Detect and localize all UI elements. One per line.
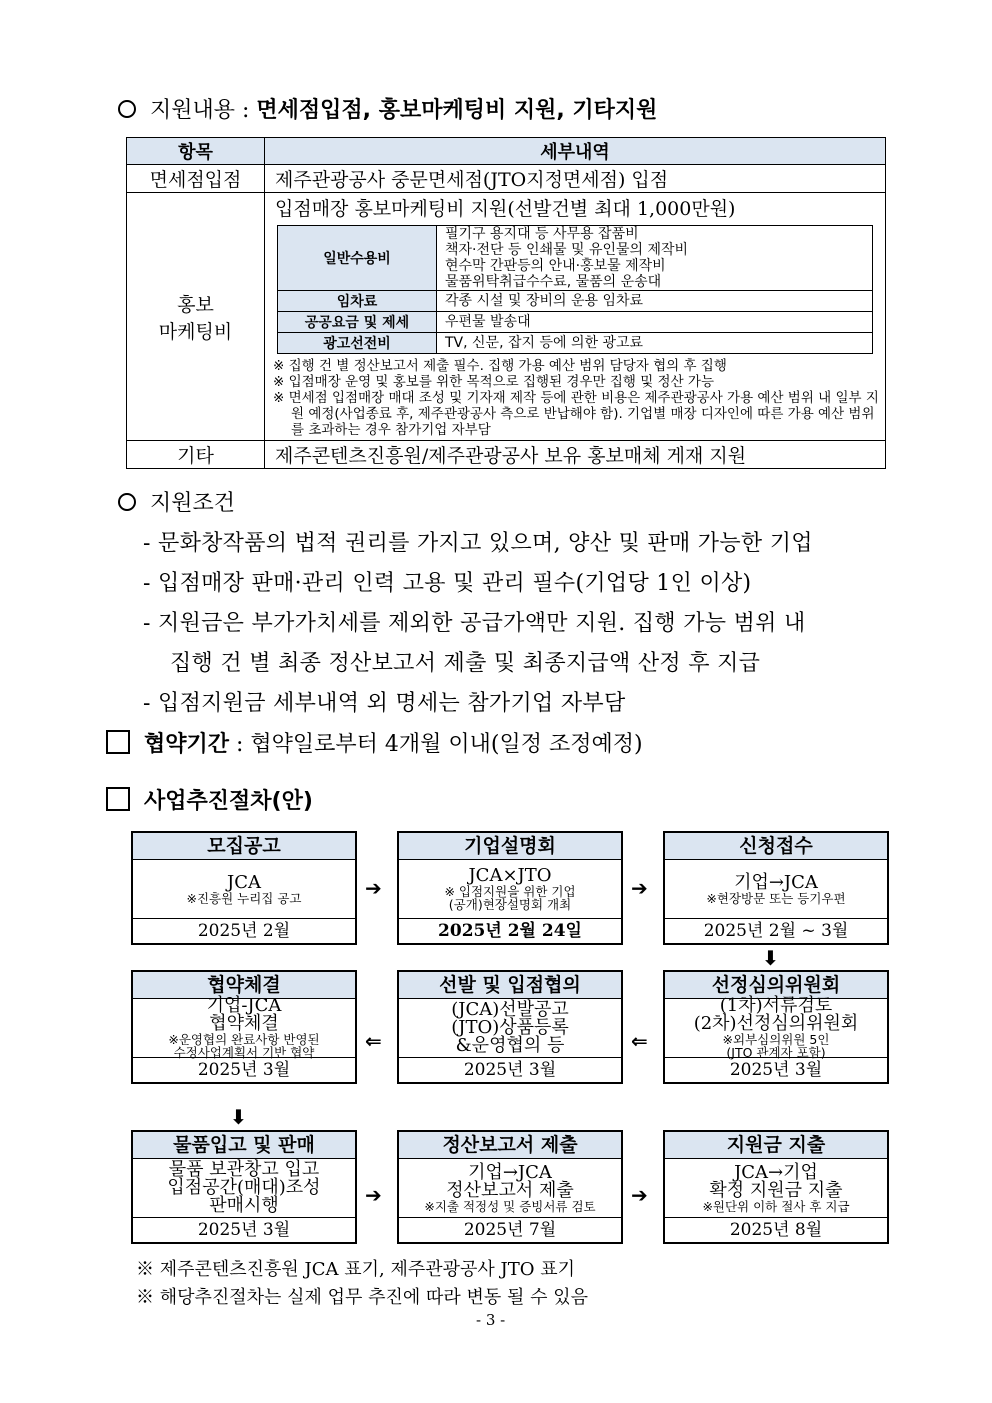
table-row-marketing — [127, 193, 886, 441]
expense-row — [278, 312, 873, 333]
step-title: 협약체결 — [133, 972, 355, 999]
step-date: 2025년 2월 — [133, 918, 355, 943]
arrow-down-icon: ⬇ — [762, 946, 779, 970]
step-sub-line: ※운영협의 완료사항 반영된 — [168, 1032, 320, 1047]
circle-bullet-icon — [118, 100, 136, 118]
square-bullet-icon — [106, 730, 130, 754]
step-date: 2025년 3월 — [399, 1057, 621, 1082]
step-main-line: (JTO)상품등록 — [451, 1017, 569, 1038]
marketing-intro: 입점매장 홍보마케팅비 지원(선발건별 최대 1,000만원) — [275, 198, 736, 220]
step-title: 선정심의위원회 — [665, 972, 887, 999]
arrow-down-icon: ⬇ — [230, 1105, 247, 1129]
note-line: ※ 입점매장 운영 및 홍보를 위한 목적으로 집행된 경우만 집행 및 정산 가능 — [273, 374, 714, 390]
step-sub-line: ※지출 적정성 및 증빙서류 검토 — [424, 1198, 596, 1214]
step-title: 물품입고 및 판매 — [133, 1132, 355, 1159]
step-settlement-report — [397, 1130, 623, 1244]
step-selection-negotiation — [397, 970, 623, 1084]
row-label — [127, 193, 265, 441]
expense-key: 광고선전비 — [278, 333, 437, 354]
condition-line: - 지원금은 부가가치세를 제외한 공급가액만 지원. 집행 가능 범위 내 — [143, 611, 806, 636]
period-heading — [106, 727, 643, 758]
arrow-left-icon: ⇐ — [365, 1029, 382, 1053]
condition-line: - 입점매장 판매·관리 인력 고용 및 관리 필수(기업당 1인 이상) — [143, 571, 752, 596]
step-main-line: 기업→JCA — [734, 871, 818, 893]
step-grant-payment — [663, 1130, 889, 1244]
step-sub-line: ※외부심의위원 5인 — [722, 1032, 830, 1047]
conditions-heading — [118, 486, 235, 517]
table-row-etc — [127, 441, 886, 469]
row-text: 제주관광공사 중문면세점(JTO지정면세점) 입점 — [265, 165, 886, 193]
step-main-line: (JCA)선발공고 — [451, 999, 569, 1020]
step-recruit-notice — [131, 831, 357, 945]
step-main-line: 기업-JCA — [206, 995, 282, 1016]
arrow-right-icon: ➔ — [631, 876, 648, 900]
arrow-left-icon: ⇐ — [631, 1029, 648, 1053]
step-main-line: 물품 보관창고 입고 — [168, 1159, 320, 1180]
page-number: - 3 - — [476, 1311, 506, 1329]
step-body — [133, 860, 355, 918]
step-main-line: 판매시행 — [209, 1195, 279, 1216]
marketing-label-line2: 마케팅비 — [158, 320, 233, 343]
support-content-heading — [118, 93, 657, 124]
row-label: 기타 — [127, 441, 265, 469]
step-sub-line: ※현장방문 또는 등기우편 — [706, 890, 846, 906]
marketing-notes — [265, 356, 885, 440]
step-sub-line: ※진흥원 누리집 공고 — [186, 890, 302, 906]
expense-value: 각종 시설 및 장비의 운용 임차료 — [437, 291, 873, 312]
step-body — [133, 1159, 355, 1217]
support-detail-table — [126, 137, 886, 469]
step-goods-sales — [131, 1130, 357, 1244]
condition-line: 집행 건 별 최종 정산보고서 제출 및 최종지급액 산정 후 지급 — [170, 651, 761, 676]
step-sub-line: (JTO 관계자 포함) — [726, 1045, 826, 1060]
step-date: 2025년 8월 — [665, 1217, 887, 1242]
condition-line: - 입점지원금 세부내역 외 명세는 참가기업 자부담 — [143, 691, 626, 716]
marketing-detail-cell — [265, 193, 886, 441]
process-heading — [106, 784, 313, 815]
step-main-line: JCA→기업 — [734, 1161, 818, 1183]
expense-row — [278, 291, 873, 312]
expense-key: 공공요금 및 제세 — [278, 312, 437, 333]
note-line: ※ 집행 건 별 정산보고서 제출 필수. 집행 가용 예산 범위 담당자 협의 후 집행 — [273, 358, 727, 374]
row-text: 제주콘텐츠진흥원/제주관광공사 보유 홍보매체 게재 지원 — [265, 441, 886, 469]
expense-key: 일반수용비 — [278, 226, 437, 291]
step-body — [399, 860, 621, 918]
footnote: ※ 제주콘텐츠진흥원 JCA 표기, 제주관광공사 JTO 표기 — [136, 1259, 575, 1280]
expense-row — [278, 333, 873, 354]
step-title: 지원금 지출 — [665, 1132, 887, 1159]
step-title: 모집공고 — [133, 833, 355, 860]
expense-line: 물품위탁취급수수료, 물품의 운송대 — [445, 274, 662, 290]
condition-line: - 문화창작품의 법적 권리를 가지고 있으며, 양산 및 판매 가능한 기업 — [143, 531, 813, 556]
period-text: : 협약일로부터 4개월 이내(일정 조정예정) — [236, 732, 643, 757]
header-detail: 세부내역 — [265, 138, 886, 165]
expense-row — [278, 226, 873, 291]
step-application-receipt — [663, 831, 889, 945]
expense-line: 현수막 간판등의 안내·홍보물 제작비 — [445, 258, 666, 274]
step-title: 정산보고서 제출 — [399, 1132, 621, 1159]
step-date: 2025년 7월 — [399, 1217, 621, 1242]
step-main-line: JCA — [227, 871, 261, 893]
step-sub-line: (공개)현장설명회 개최 — [448, 897, 572, 912]
expense-table — [277, 225, 873, 354]
conditions-title: 지원조건 — [150, 491, 236, 516]
table-row-dutyfree — [127, 165, 886, 193]
step-body — [665, 1159, 887, 1217]
step-sub-line: ※ 입점지원을 위한 기업 — [444, 884, 576, 899]
step-body — [399, 999, 621, 1057]
square-bullet-icon — [106, 787, 130, 811]
step-body — [665, 860, 887, 918]
step-main-line: &운영협의 등 — [455, 1035, 565, 1056]
arrow-right-icon: ➔ — [365, 1183, 382, 1207]
arrow-right-icon: ➔ — [631, 1183, 648, 1207]
circle-bullet-icon — [118, 493, 136, 511]
step-title: 선발 및 입점협의 — [399, 972, 621, 999]
step-sub-line: ※원단위 이하 절사 후 지급 — [702, 1198, 850, 1214]
step-body — [399, 1159, 621, 1217]
step-main-line: 확정 지원금 지출 — [709, 1179, 843, 1201]
step-title: 신청접수 — [665, 833, 887, 860]
step-main-line: 기업→JCA — [468, 1161, 552, 1183]
step-date: 2025년 3월 — [665, 1057, 887, 1082]
note-line: ※ 면세점 입점매장 매대 조성 및 기자재 제작 등에 관한 비용은 제주관광공사 가용 예산 범위 내 일부 지원 예정(사업종료 후, 제주관광공사 측으로 반납해야 함). 기업별 매장 디자인에 따른 가용 예산 범위를 초과하는 경우 참가기업 자부담 — [273, 390, 879, 438]
step-main-line: (1차)서류검토 — [719, 995, 833, 1016]
period-title: 협약기간 — [144, 732, 230, 757]
header-item: 항목 — [127, 138, 265, 165]
step-agreement — [131, 970, 357, 1084]
support-content-title: 면세점입점, 홍보마케팅비 지원, 기타지원 — [256, 98, 658, 123]
step-date: 2025년 3월 — [133, 1057, 355, 1082]
step-selection-committee — [663, 970, 889, 1084]
step-title: 기업설명회 — [399, 833, 621, 860]
step-sub-line: 수정사업계획서 기반 협약 — [173, 1045, 315, 1060]
arrow-right-icon: ➔ — [365, 876, 382, 900]
marketing-label-line1: 홍보 — [177, 293, 214, 316]
expense-value — [437, 226, 873, 291]
expense-line: 책자·전단 등 인쇄물 및 유인물의 제작비 — [445, 242, 689, 258]
expense-line: 필기구 용지대 등 사무용 잡품비 — [445, 226, 639, 242]
row-label: 면세점입점 — [127, 165, 265, 193]
process-title: 사업추진절차(안) — [144, 789, 313, 814]
step-main-line: JCA×JTO — [468, 865, 552, 886]
step-company-briefing — [397, 831, 623, 945]
step-date: 2025년 2월 ~ 3월 — [665, 918, 887, 943]
support-content-label: 지원내용 : — [150, 98, 250, 123]
step-main-line: (2차)선정심의위원회 — [693, 1013, 859, 1034]
step-body — [133, 995, 355, 1060]
step-main-line: 입점공간(매대)조성 — [167, 1177, 321, 1198]
expense-key: 임차료 — [278, 291, 437, 312]
step-date: 2025년 3월 — [133, 1217, 355, 1242]
step-main-line: 협약체결 — [209, 1013, 279, 1034]
step-date: 2025년 2월 24일 — [399, 918, 621, 943]
expense-value: TV, 신문, 잡지 등에 의한 광고료 — [437, 333, 873, 354]
expense-value: 우편물 발송대 — [437, 312, 873, 333]
step-main-line: 정산보고서 제출 — [446, 1179, 574, 1201]
step-body — [665, 995, 887, 1060]
table-header-row — [127, 138, 886, 165]
footnote: ※ 해당추진절차는 실제 업무 추진에 따라 변동 될 수 있음 — [136, 1287, 589, 1308]
